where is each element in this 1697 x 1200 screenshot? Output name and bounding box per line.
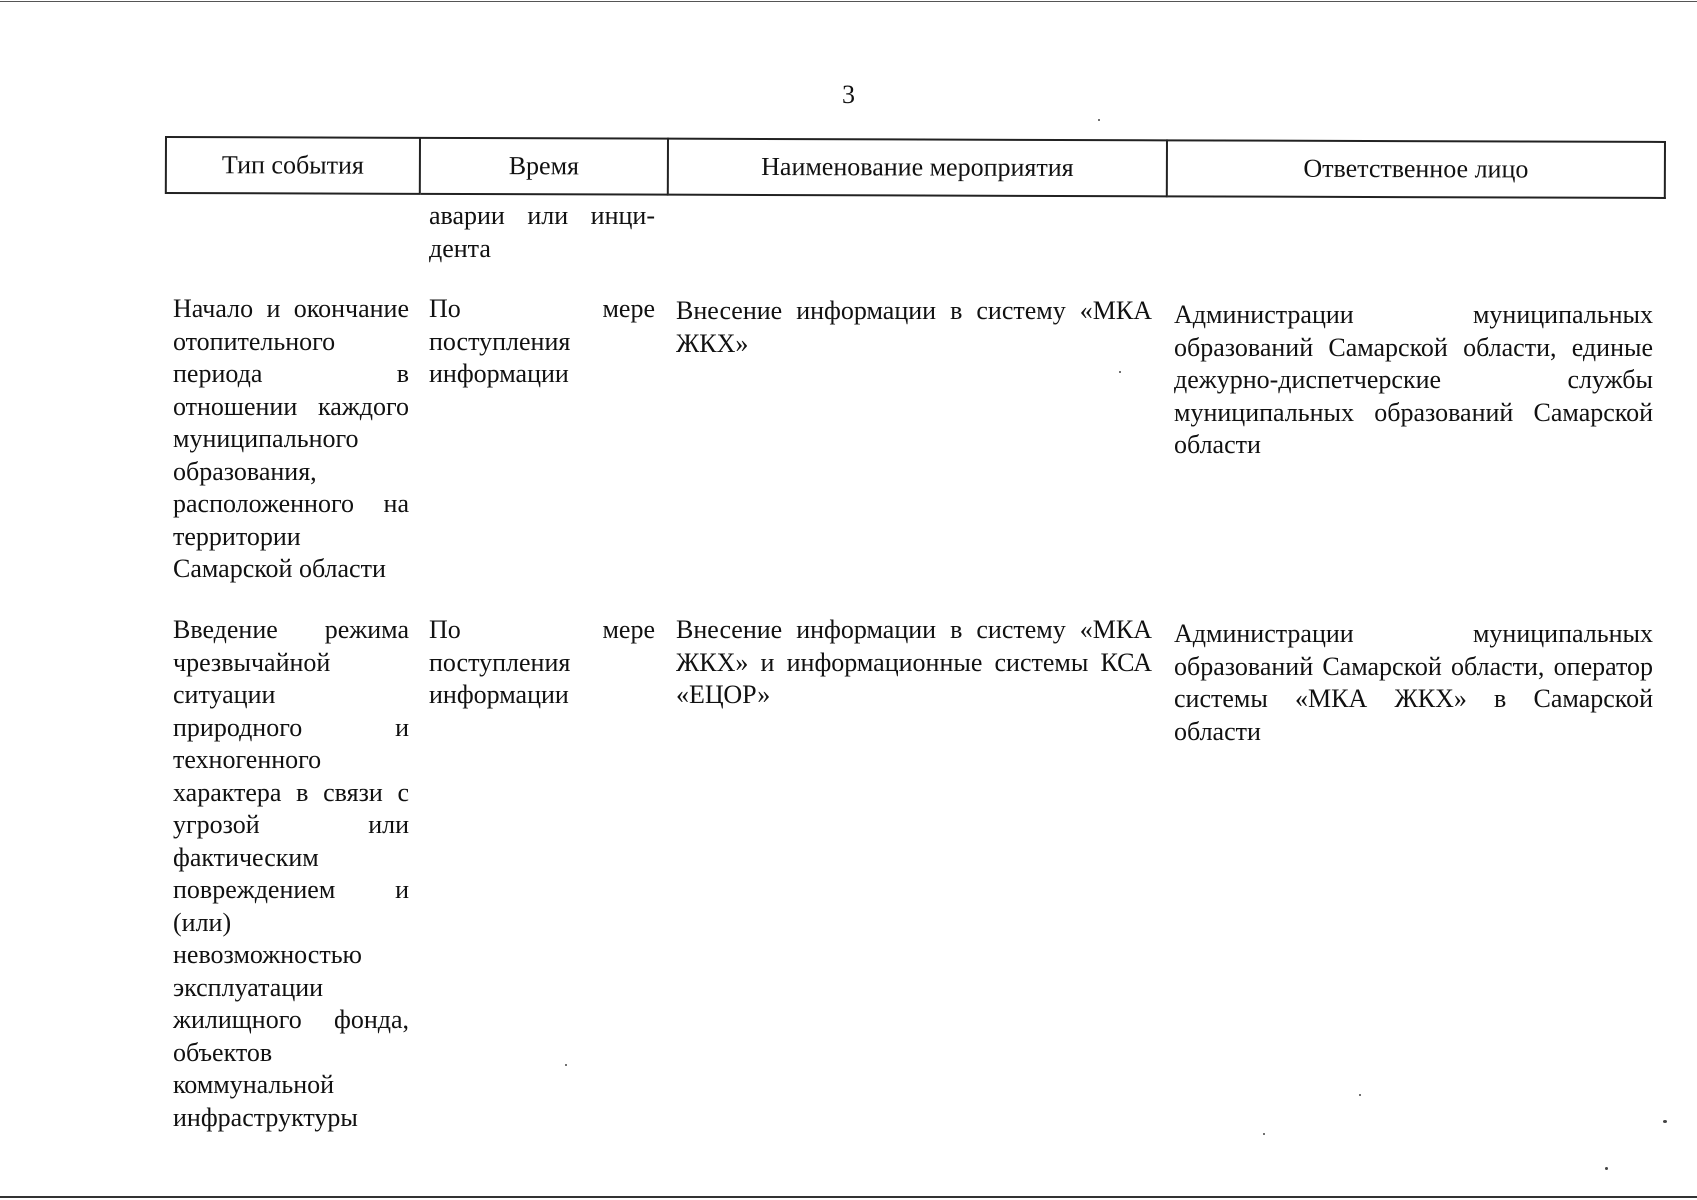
scan-speck [1663,1120,1667,1123]
row1-responsible: Администрации муниципальных образований Самарской области, единые дежурно-диспетчерские службы муниципальных образований Самарской области [1174,300,1653,459]
scan-speck [1263,1133,1265,1135]
top-scan-edge [0,1,1697,2]
row2-activity: Внесение информации в систему «МКА ЖКХ» и информационные системы КСА «ЕЦОР» [676,615,1152,709]
row1-activity: Внесение информации в систему «МКА ЖКХ» [676,296,1152,358]
header-time: Время [421,137,669,196]
row1-event-type: Начало и окончание отопительного периода в отношении каждого муниципального образования, расположенного на территории Самарской области [173,294,409,583]
row2-event-type: Введение режима чрезвычайной ситуации природного и техногенного характера в связи с угрозой или фактическим повреждением и (или) невозможностью эксплуатации жилищного фонда, объектов коммунальной инфраструктуры [173,615,409,1132]
scan-speck [1359,1094,1361,1096]
header-activity: Наименование мероприятия [669,138,1168,198]
row2-time: По мере поступления информации [429,615,655,709]
scan-speck [565,1064,567,1066]
row1-time: По мере поступления информации [429,294,655,388]
bottom-scan-edge [0,1196,1697,1198]
scan-speck [1605,1167,1608,1170]
continuation-time: аварии или инци-дента [429,201,655,263]
header-responsible: Ответственное лицо [1168,139,1666,199]
page-number: 3 [842,80,855,109]
header-event-type: Тип события [165,136,421,195]
scan-speck [1098,119,1100,121]
row2-responsible: Администрации муниципальных образований Самарской области, оператор системы «МКА ЖКХ» в Самарской области [1174,619,1653,746]
table-header-row [165,136,1666,201]
scan-speck [1119,371,1121,373]
